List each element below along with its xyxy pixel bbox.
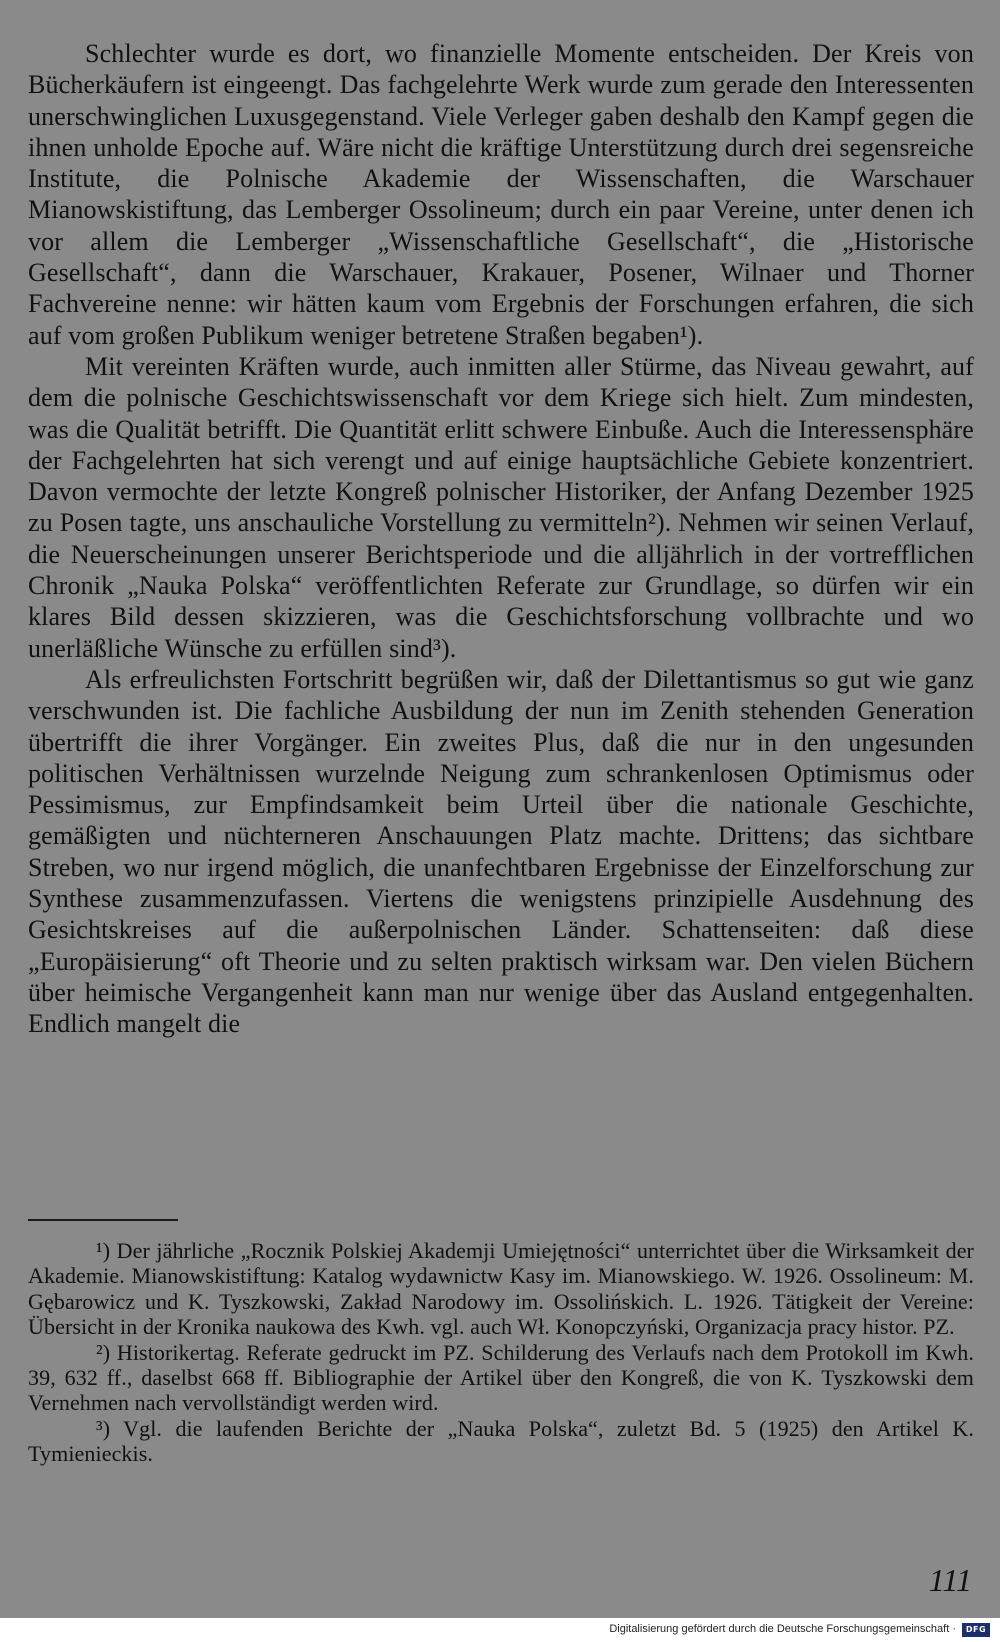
funding-credit: Digitalisierung gefördert durch die Deutsche Forschungsgemeinschaft · [609, 1623, 956, 1635]
paragraph-3: Als erfreulichsten Fortschritt begrüßen wir, daß der Dilettantismus so gut wie ganz verschwunden ist. Die fachliche Ausbildung der nun im Zenith stehenden Generation übertrifft die ihrer Vorgänger. Ein zweites Plus, daß die nur in den ungesunden politischen Verhältnissen wurzelnde Neigung zum schrankenlosen Optimismus oder Pessimismus, zur Empfindsamkeit beim Urteil über die nationale Geschichte, gemäßigten und nüchterneren Anschauungen Platz machte. Drittens; das sichtbare Streben, wo nur irgend möglich, die unanfechtbaren Ergebnisse der Einzelforschung zur Synthese zusammenzufassen. Viertens die wenigstens prinzipielle Ausdehnung des Gesichtskreises auf die außerpolnischen Länder. Schattenseiten: daß diese „Europäisierung“ oft Theorie und zu selten praktisch wirksam war. Den vielen Büchern über heimische Vergangenheit kann man nur wenige über das Ausland entgegenhalten. Endlich mangelt die [28, 664, 974, 1039]
footnote-1: ¹) Der jährliche „Rocznik Polskiej Akademji Umiejętności“ unterrichtet über die Wirksamkeit der Akademie. Mianowskistiftung: Katalog wydawnictw Kasy im. Mianowskiego. W. 1926. Ossolineum: M. Gębarowicz und K. Tyszkowski, Zakład Narodowy im. Ossolińskich. L. 1926. Tätigkeit der Vereine: Übersicht in der Kronika naukowa des Kwh. vgl. auch Wł. Konopczyński, Organizacja pracy histor. PZ. [28, 1238, 974, 1340]
footnote-divider [28, 1219, 178, 1221]
paragraph-2: Mit vereinten Kräften wurde, auch inmitten aller Stürme, das Niveau gewahrt, auf dem die polnische Geschichtswissenschaft vor dem Kriege sich hielt. Zum mindesten, was die Qualität betrifft. Die Quantität erlitt schwere Einbuße. Auch die Interessensphäre der Fachgelehrten hat sich verengt und auf einige hauptsächliche Gebiete konzentriert. Davon vermochte der letzte Kongreß polnischer Historiker, der Anfang Dezember 1925 zu Posen tagte, uns anschauliche Vorstellung zu vermitteln²). Nehmen wir seinen Verlauf, die Neuerscheinungen unserer Berichtsperiode und die alljährlich in der vortrefflichen Chronik „Nauka Polska“ veröffentlichten Referate zur Grundlage, so dürfen wir ein klares Bild dessen skizzieren, was die Geschichtsforschung vollbrachte und wo unerläßliche Wünsche zu erfüllen sind³). [28, 351, 974, 663]
main-text [28, 38, 974, 1040]
footnotes [28, 1238, 974, 1467]
dfg-logo-icon: DFG [962, 1623, 990, 1637]
page-number: 111 [928, 1562, 972, 1598]
footnote-2: ²) Historikertag. Referate gedruckt im PZ. Schilderung des Verlaufs nach dem Protokoll im Kwh. 39, 632 ff., daselbst 668 ff. Bibliographie der Artikel über den Kongreß, die von K. Tyszkowski dem Vernehmen nach vervollständigt werden wird. [28, 1339, 974, 1416]
footnote-3: ³) Vgl. die laufenden Berichte der „Nauka Polska“, zuletzt Bd. 5 (1925) den Artikel K. Tymienieckis. [28, 1415, 974, 1467]
paragraph-1: Schlechter wurde es dort, wo finanzielle Momente entscheiden. Der Kreis von Bücherkäufern ist eingeengt. Das fachgelehrte Werk wurde zum gerade den Interessenten unerschwinglichen Luxusgegenstand. Viele Verleger gaben deshalb den Kampf gegen die ihnen unholde Epoche auf. Wäre nicht die kräftige Unterstützung durch drei segensreiche Institute, die Polnische Akademie der Wissenschaften, die Warschauer Mianowskistiftung, das Lemberger Ossolineum; durch ein paar Vereine, unter denen ich vor allem die Lemberger „Wissenschaftliche Gesellschaft“, die „Historische Gesellschaft“, dann die Warschauer, Krakauer, Posener, Wilnaer und Thorner Fachvereine nenne: wir hätten kaum vom Ergebnis der Forschungen erfahren, die sich auf vom großen Publikum weniger betretene Straßen begaben¹). [28, 39, 974, 350]
footer-bar [0, 1618, 1000, 1642]
